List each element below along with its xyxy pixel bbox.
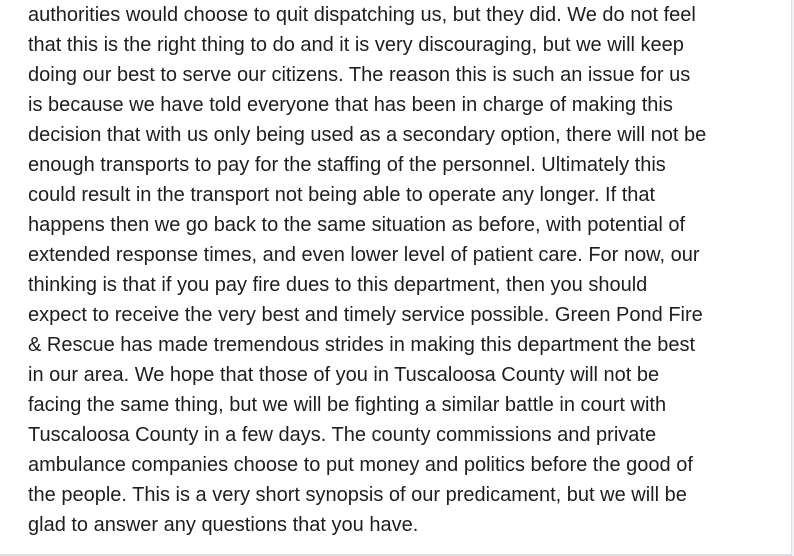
post-text-line: authorities would choose to quit dispatching us, but they did. We do not feel (28, 4, 696, 26)
post-text-line: extended response times, and even lower level of patient care. For now, our (28, 244, 700, 266)
post-text-line: Tuscaloosa County in a few days. The county commissions and private (28, 424, 657, 446)
post-text-line: ambulance companies choose to put money and politics before the good of (28, 454, 693, 476)
post-text-line: that this is the right thing to do and it is very discouraging, but we will keep (28, 34, 684, 56)
post-text-line: glad to answer any questions that you have. (28, 514, 419, 536)
post-text-line: decision that with us only being used as a secondary option, there will not be (28, 124, 707, 146)
post-body-text (28, 0, 780, 540)
post-text-line: could result in the transport not being able to operate any longer. If that (28, 184, 656, 206)
post-text-line: thinking is that if you pay fire dues to this department, then you should (28, 274, 648, 296)
post-text-line: facing the same thing, but we will be fighting a similar battle in court with (28, 394, 667, 416)
post-text-line: doing our best to serve our citizens. The reason this is such an issue for us (28, 64, 691, 86)
post-text-line: the people. This is a very short synopsis of our predicament, but we will be (28, 484, 687, 506)
post-text-line: happens then we go back to the same situation as before, with potential of (28, 214, 686, 236)
post-text-line: & Rescue has made tremendous strides in making this department the best (28, 334, 696, 356)
post-text-line: expect to receive the very best and timely service possible. Green Pond Fire (28, 304, 703, 326)
post-text-line: is because we have told everyone that has been in charge of making this (28, 94, 673, 116)
post-text-line: in our area. We hope that those of you in Tuscaloosa County will not be (28, 364, 660, 386)
post-text-line: enough transports to pay for the staffing of the personnel. Ultimately this (28, 154, 666, 176)
